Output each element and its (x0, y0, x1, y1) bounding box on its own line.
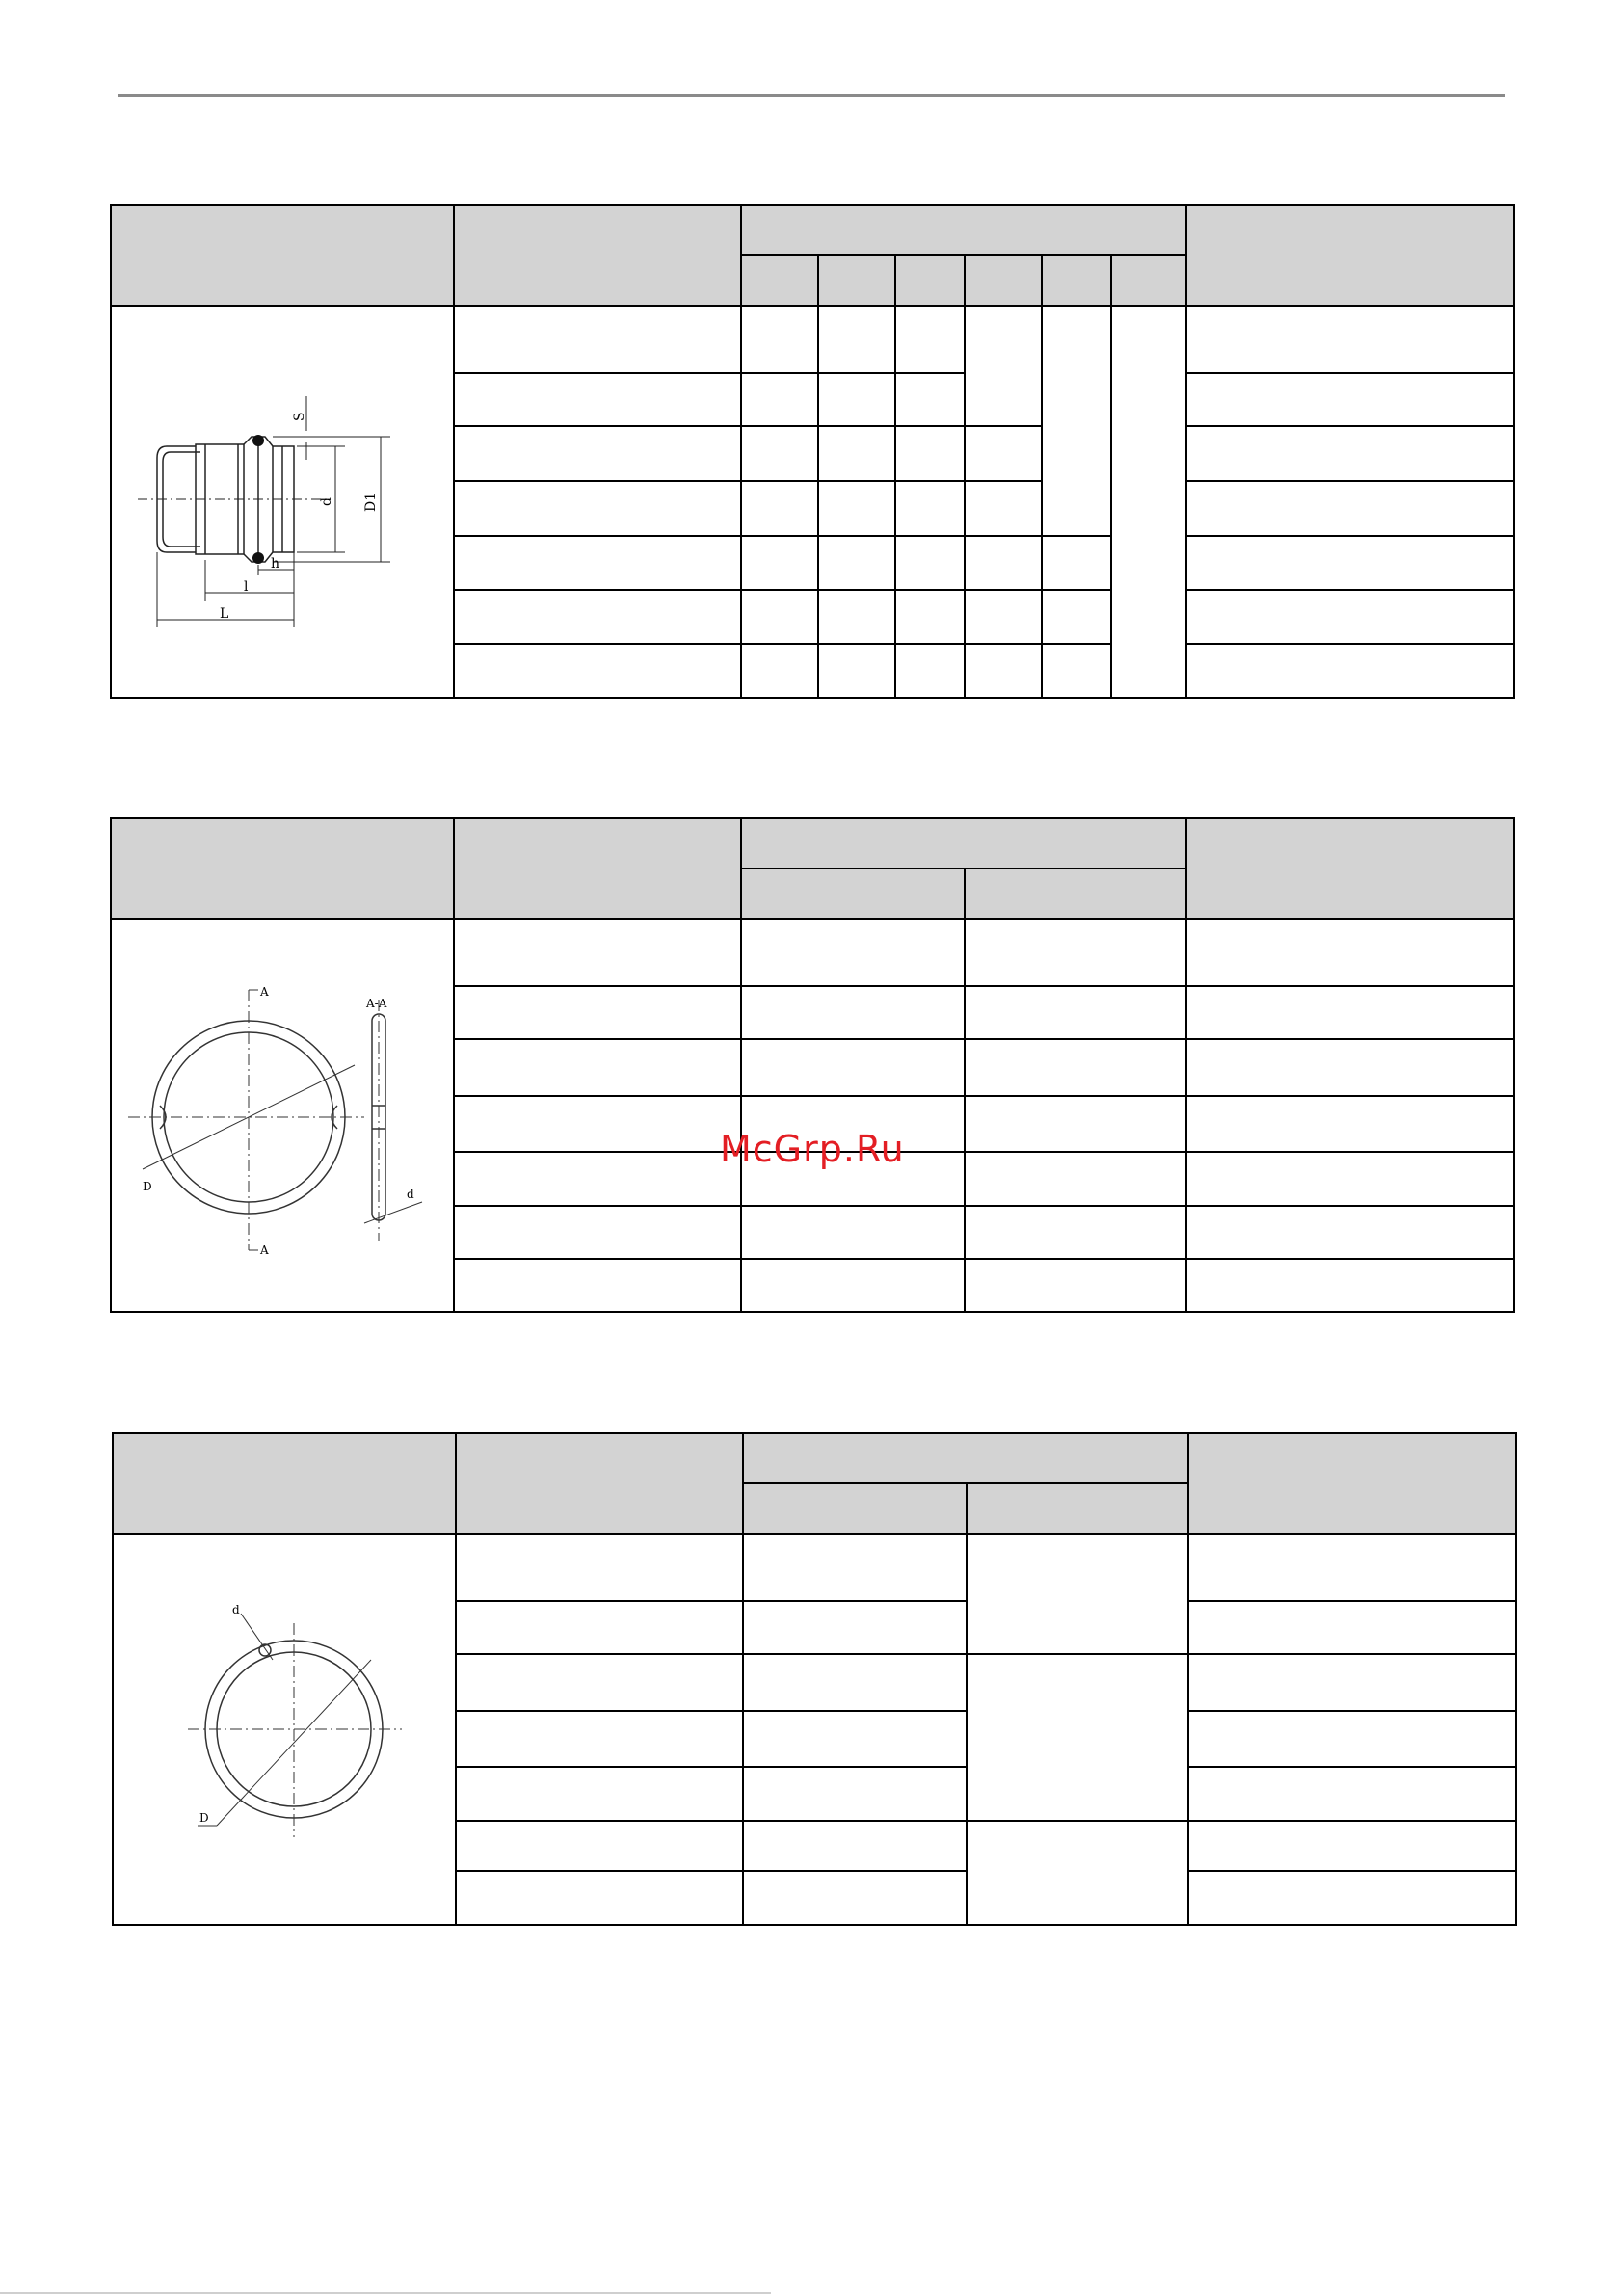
row2-c3 (895, 373, 965, 426)
label-l: l (244, 578, 249, 595)
sealing-ring-table (110, 817, 1515, 1313)
row6-thickness (965, 1206, 1186, 1259)
row3-c4 (965, 426, 1042, 481)
row6-code (1186, 1206, 1514, 1259)
header-code (1186, 818, 1514, 919)
row6-c3 (895, 590, 965, 644)
row6-size (454, 590, 741, 644)
o-ring-table (112, 1432, 1517, 1926)
row7-c4 (965, 644, 1042, 698)
row1-c4 (965, 306, 1042, 426)
row3-size (454, 1039, 741, 1096)
row7-c3 (895, 644, 965, 698)
row4-c2 (818, 481, 895, 536)
press-end-cap-table (110, 204, 1515, 699)
row1-c2 (818, 306, 895, 373)
row5-size (456, 1767, 743, 1821)
row1-thickness (965, 919, 1186, 986)
row4-code (1186, 481, 1514, 536)
row5-code (1188, 1767, 1516, 1821)
header-drawing (111, 818, 454, 919)
row4-d (743, 1711, 967, 1767)
row5-c4 (965, 536, 1042, 590)
row6-size (454, 1206, 741, 1259)
label-d: d (319, 496, 334, 506)
row7-d (743, 1871, 967, 1925)
label-d1: D1 (363, 492, 379, 512)
sealing-ring-diagram (123, 971, 441, 1260)
row1-c6 (1111, 306, 1186, 698)
label-diameter: D (199, 1811, 209, 1825)
row4-c3 (895, 481, 965, 536)
row7-c1 (741, 644, 818, 698)
row3-code (1188, 1654, 1516, 1711)
header-rule (118, 94, 1505, 97)
row4-size (454, 1096, 741, 1152)
label-L: L (220, 605, 229, 622)
row6-d (743, 1821, 967, 1871)
row7-d (741, 1259, 965, 1312)
header-dim-thickness (967, 1483, 1188, 1534)
row7-size (454, 1259, 741, 1312)
header-dim-1 (741, 255, 818, 306)
row4-code (1186, 1096, 1514, 1152)
row7-c2 (818, 644, 895, 698)
header-dimensions (741, 205, 1186, 255)
row7-thickness (965, 1259, 1186, 1312)
row3-d (743, 1654, 967, 1711)
row5-c1 (741, 536, 818, 590)
row1-size (454, 306, 741, 373)
sealing-ring-drawing (111, 919, 454, 1312)
header-size (454, 818, 741, 919)
header-dimensions (743, 1433, 1188, 1483)
watermark: McGrp.Ru (720, 1128, 905, 1170)
row6-size (456, 1821, 743, 1871)
row5-c3 (895, 536, 965, 590)
row3-thickness (965, 1039, 1186, 1096)
row5-code (1186, 536, 1514, 590)
row1-size (456, 1534, 743, 1601)
label-diameter: D (143, 1180, 152, 1193)
end-cap-diagram (138, 377, 427, 627)
row3-c3 (895, 426, 965, 481)
row6-c2 (818, 590, 895, 644)
row4-c1 (741, 481, 818, 536)
row2-size (454, 986, 741, 1039)
header-dim-5 (1042, 255, 1111, 306)
footer-rule (0, 2292, 771, 2294)
o-ring-diagram (140, 1585, 429, 1874)
row6-d (741, 1206, 965, 1259)
row3-size (456, 1654, 743, 1711)
row3-c2 (818, 426, 895, 481)
header-dim-d (741, 868, 965, 919)
header-dim-4 (965, 255, 1042, 306)
label-thickness: d (232, 1603, 240, 1616)
row7-code (1186, 1259, 1514, 1312)
row5-c2 (818, 536, 895, 590)
header-code (1188, 1433, 1516, 1534)
row1-code (1188, 1534, 1516, 1601)
row1-thickness (967, 1534, 1188, 1654)
row3-size (454, 426, 741, 481)
header-dim-d (743, 1483, 967, 1534)
row2-size (456, 1601, 743, 1654)
header-dim-2 (818, 255, 895, 306)
header-drawing (111, 205, 454, 306)
row5-c5 (1042, 536, 1111, 590)
row4-thickness (965, 1096, 1186, 1152)
row4-size (454, 481, 741, 536)
header-size (456, 1433, 743, 1534)
row5-size (454, 536, 741, 590)
row1-c3 (895, 306, 965, 373)
row1-code (1186, 306, 1514, 373)
row5-thickness (965, 1152, 1186, 1206)
header-dim-6 (1111, 255, 1186, 306)
row4-c4 (965, 481, 1042, 536)
header-dimensions (741, 818, 1186, 868)
o-ring-drawing (113, 1534, 456, 1925)
row4-size (456, 1711, 743, 1767)
label-section-top: A (260, 985, 269, 999)
row7-code (1186, 644, 1514, 698)
row3-d (741, 1039, 965, 1096)
row6-c1 (741, 590, 818, 644)
row2-code (1188, 1601, 1516, 1654)
row7-code (1188, 1871, 1516, 1925)
row2-c1 (741, 373, 818, 426)
row6-code (1186, 590, 1514, 644)
label-thickness: d (407, 1188, 414, 1201)
row6-code (1188, 1821, 1516, 1871)
header-code (1186, 205, 1514, 306)
row6-thickness (967, 1821, 1188, 1925)
row1-code (1186, 919, 1514, 986)
label-s: S (292, 411, 307, 421)
header-drawing (113, 1433, 456, 1534)
row3-c1 (741, 426, 818, 481)
row2-code (1186, 373, 1514, 426)
row1-d (741, 919, 965, 986)
row1-c5 (1042, 306, 1111, 536)
row2-code (1186, 986, 1514, 1039)
row2-size (454, 373, 741, 426)
row4-code (1188, 1711, 1516, 1767)
row2-d (743, 1601, 967, 1654)
row6-c4 (965, 590, 1042, 644)
row1-size (454, 919, 741, 986)
header-size (454, 205, 741, 306)
row3-code (1186, 1039, 1514, 1096)
row1-d (743, 1534, 967, 1601)
end-cap-drawing (111, 306, 454, 698)
header-dim-thickness (965, 868, 1186, 919)
row2-d (741, 986, 965, 1039)
header-dim-3 (895, 255, 965, 306)
row7-size (454, 644, 741, 698)
row5-code (1186, 1152, 1514, 1206)
label-h: h (271, 555, 280, 572)
row6-c5 (1042, 590, 1111, 644)
row3-code (1186, 426, 1514, 481)
row7-c5 (1042, 644, 1111, 698)
row1-c1 (741, 306, 818, 373)
row2-c2 (818, 373, 895, 426)
row5-d (743, 1767, 967, 1821)
row2-thickness (965, 986, 1186, 1039)
row3-thickness (967, 1654, 1188, 1821)
label-section-title: A-A (366, 997, 387, 1010)
label-section-bottom: A (260, 1243, 269, 1257)
row5-size (454, 1152, 741, 1206)
row7-size (456, 1871, 743, 1925)
